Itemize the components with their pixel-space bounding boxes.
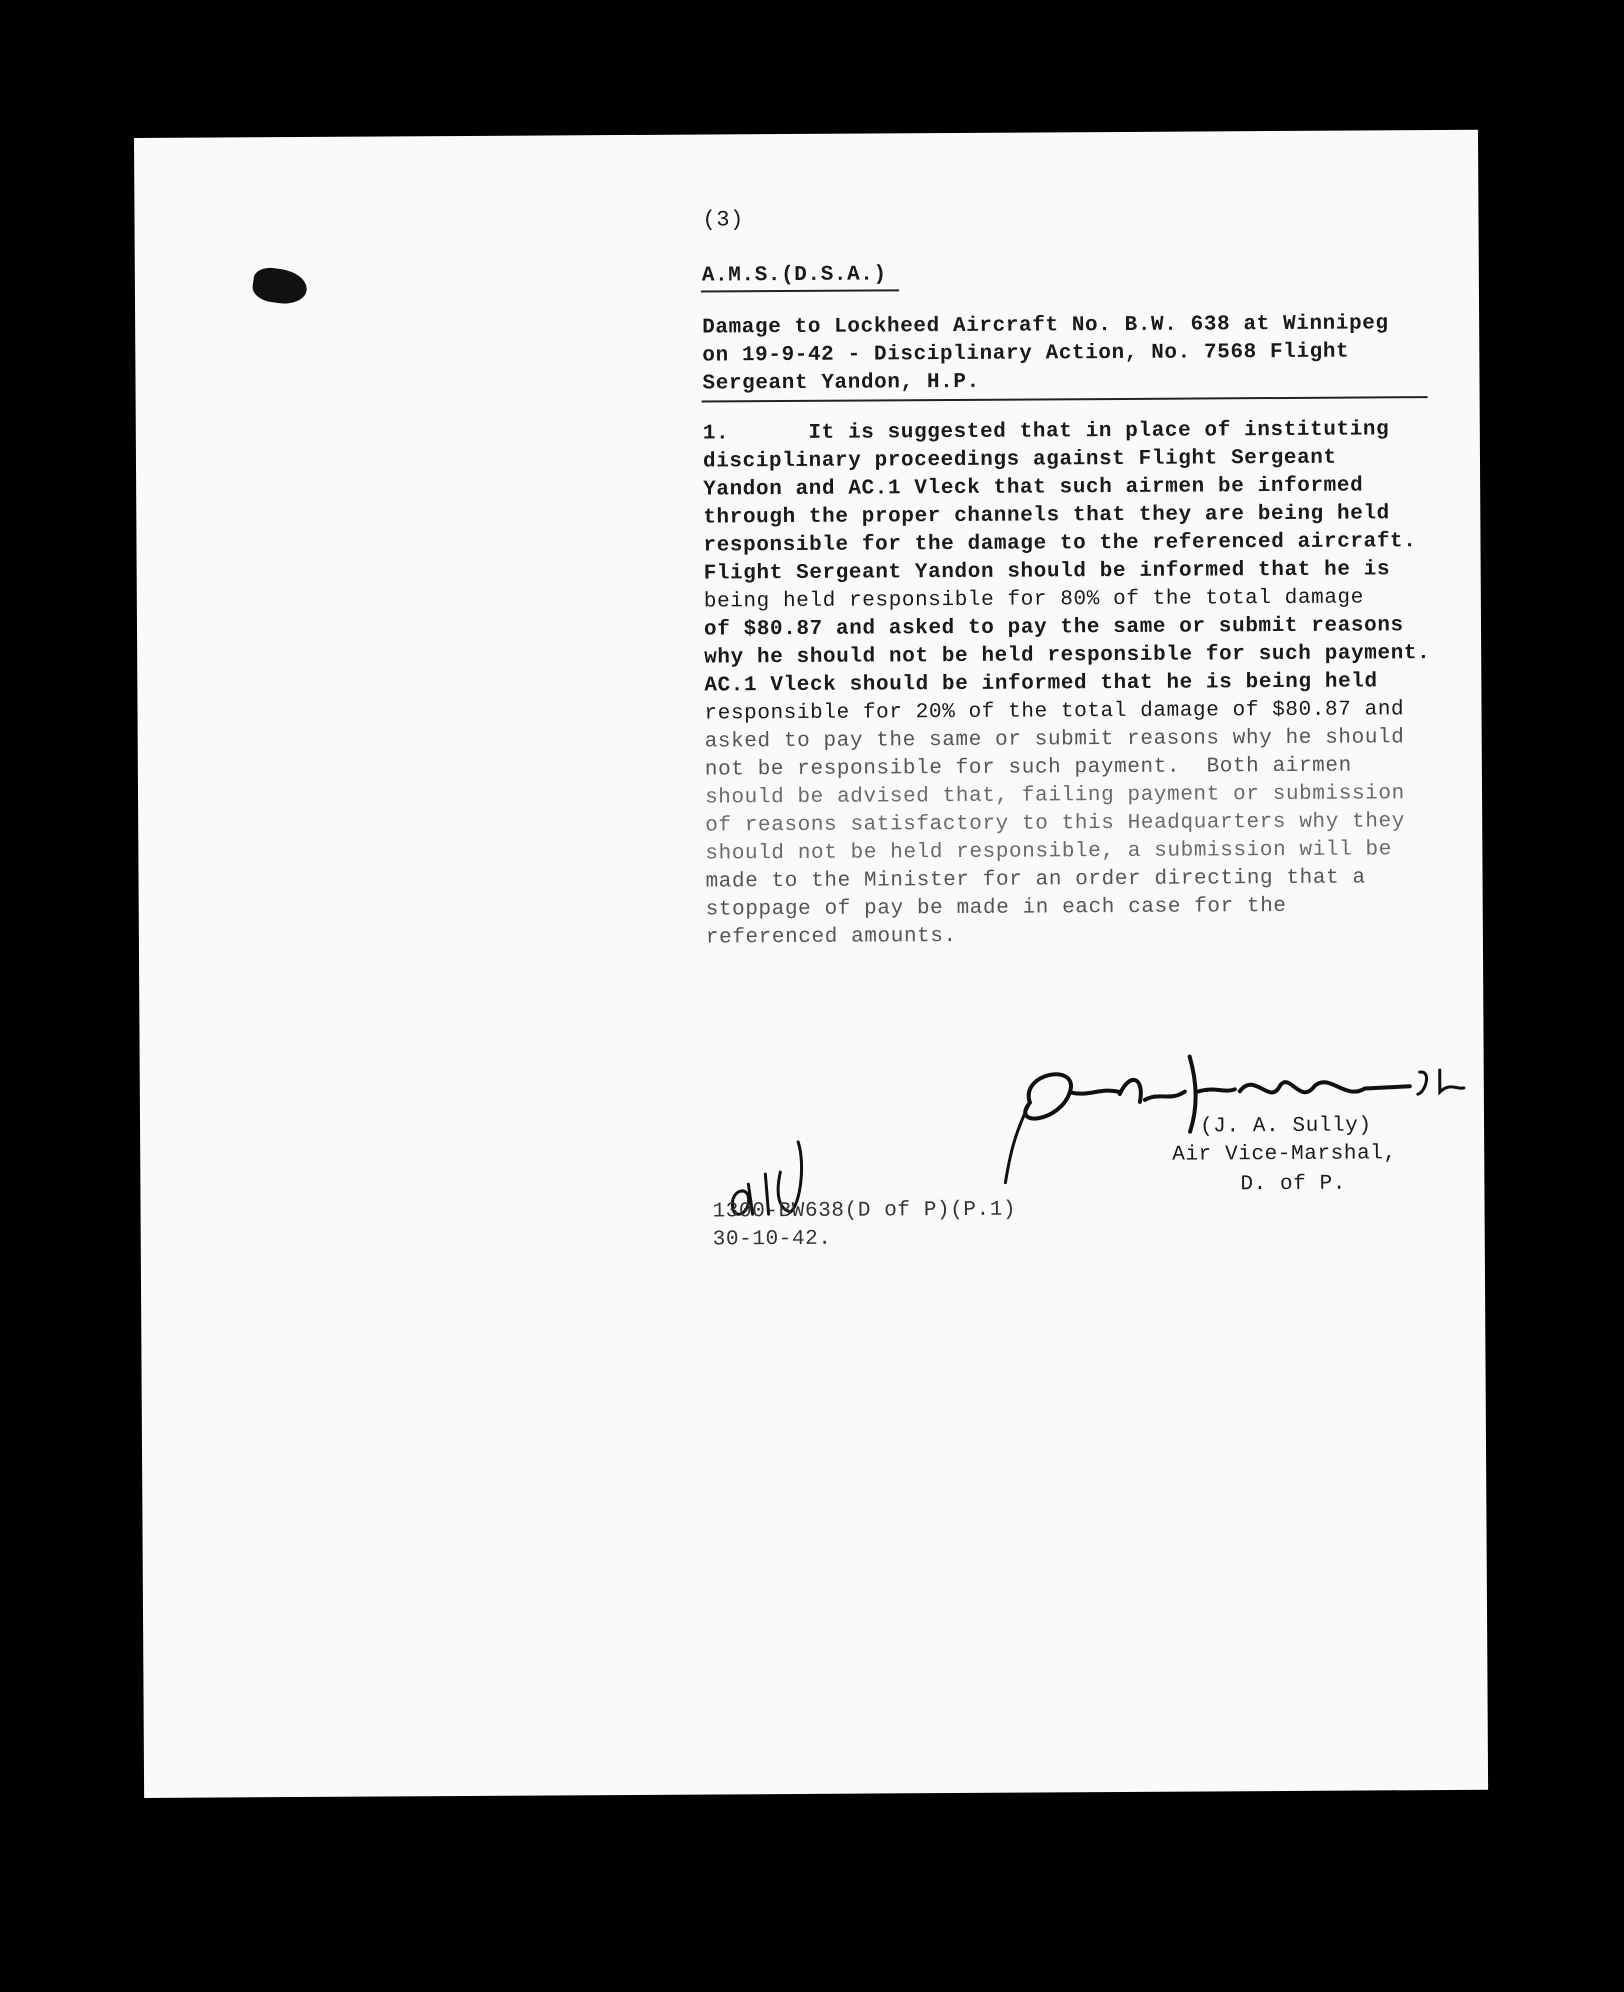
subject-block: [702, 310, 1389, 398]
body-line: disciplinary proceedings against Flight Sergeant: [702, 446, 1337, 474]
subject-line: on 19-9-42 - Disciplinary Action, No. 7568 Flight: [702, 340, 1350, 368]
body-line: being held responsible for 80% of the total damage: [703, 586, 1365, 614]
signatory-name: (J. A. Sully): [1199, 1114, 1372, 1139]
body-line: 1. It is suggested that in place of instituting: [702, 418, 1390, 446]
body-line: stoppage of pay be made in each case for the: [705, 894, 1287, 922]
body-line: through the proper channels that they are being held: [703, 502, 1390, 530]
body-paragraph: [703, 416, 1432, 952]
body-line: not be responsible for such payment. Both airmen: [704, 754, 1352, 782]
signatory-department: D. of P.: [1240, 1172, 1347, 1197]
body-line: should be advised that, failing payment or submission: [704, 782, 1405, 810]
page-number: (3): [702, 207, 745, 233]
body-line: Flight Sergeant Yandon should be informed that he is: [703, 558, 1391, 586]
body-line: referenced amounts.: [705, 924, 957, 950]
body-line: responsible for the damage to the referenced aircraft.: [703, 530, 1417, 558]
document-heading: A.M.S.(D.S.A.): [701, 263, 887, 288]
body-line: of reasons satisfactory to this Headquarters why they: [705, 810, 1405, 838]
body-line: of $80.87 and asked to pay the same or submit reasons: [703, 614, 1404, 642]
signatory-rank: Air Vice-Marshal,: [1172, 1142, 1397, 1167]
body-line: AC.1 Vleck should be informed that he is being held: [704, 670, 1378, 698]
body-line: made to the Minister for an order directing that a: [705, 866, 1366, 894]
body-line: asked to pay the same or submit reasons why he should: [704, 726, 1405, 754]
heading-underline: [701, 289, 899, 292]
punch-hole: [251, 266, 309, 307]
document-page: [134, 130, 1488, 1798]
body-line: should not be held responsible, a submission will be: [705, 838, 1392, 866]
body-line: Yandon and AC.1 Vleck that such airmen be informed: [703, 474, 1364, 502]
file-reference: 1300-BW638(D of P)(P.1): [712, 1198, 1017, 1224]
body-line: responsible for 20% of the total damage of $80.87 and: [704, 698, 1405, 726]
subject-line: Damage to Lockheed Aircraft No. B.W. 638 at Winnipeg: [702, 312, 1389, 340]
document-date: 30-10-42.: [712, 1227, 832, 1252]
body-line: why he should not be held responsible for such payment.: [704, 642, 1431, 670]
subject-line: Sergeant Yandon, H.P.: [702, 370, 980, 396]
